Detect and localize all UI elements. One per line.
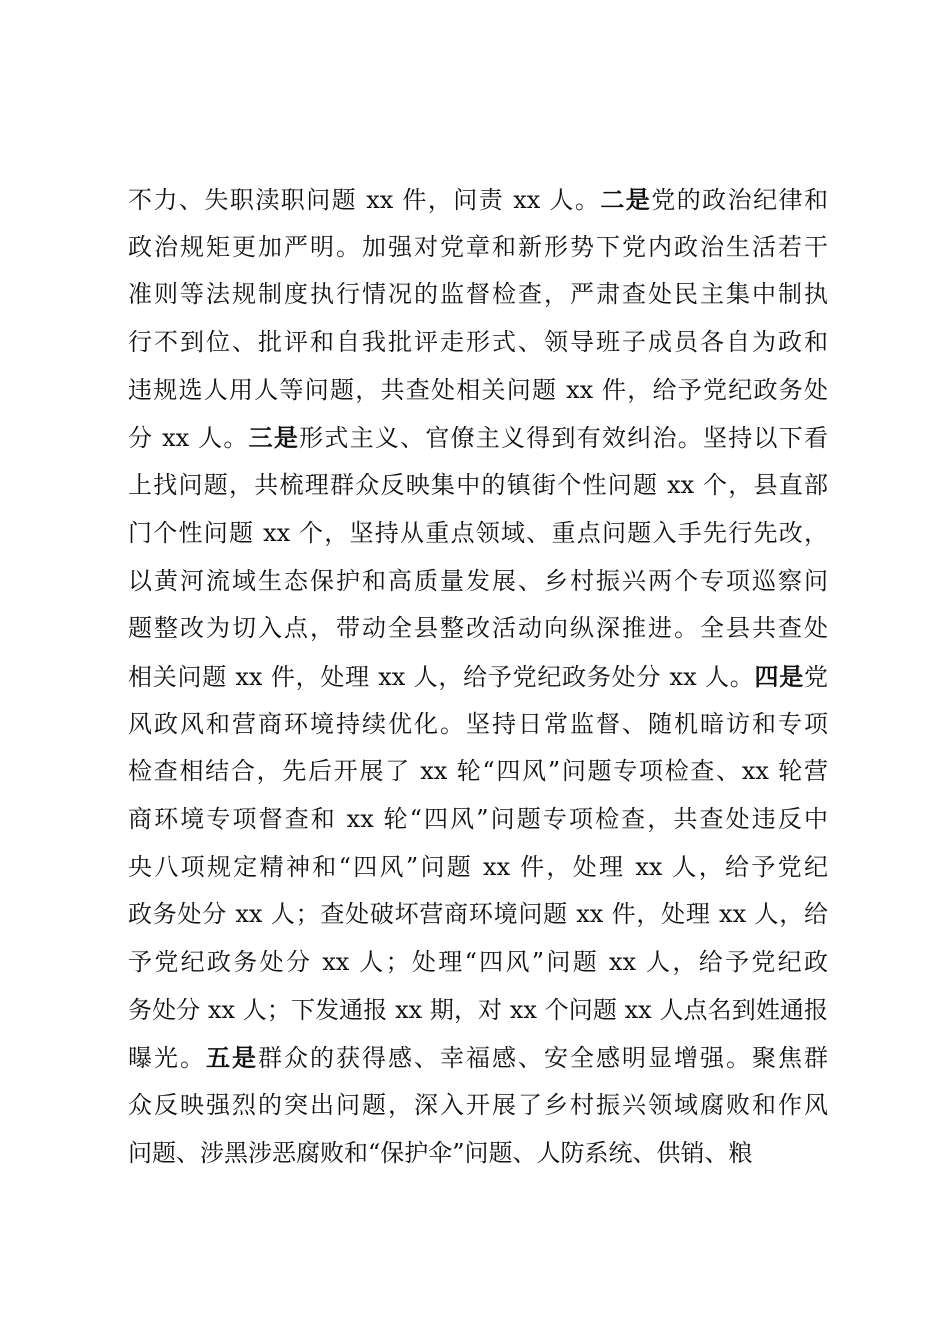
text-line <box>128 939 828 987</box>
text-segment: 务处分 xx 人；下发通报 xx 期，对 xx 个问题 xx 人点名到姓通报 <box>128 995 828 1024</box>
text-segment: 题整改为切入点，带动全县整改活动向纵深推进。全县共查处 <box>128 614 828 643</box>
text-line <box>128 224 828 272</box>
text-line <box>128 748 828 796</box>
text-line <box>128 414 828 462</box>
text-line <box>128 891 828 939</box>
body-text <box>128 176 828 1177</box>
text-line <box>128 796 828 844</box>
text-segment: 形式主义、官僚主义得到有效纠治。坚持以下看 <box>299 424 829 453</box>
text-segment: 上找问题，共梳理群众反映集中的镇街个性问题 xx 个，县直部 <box>128 471 828 500</box>
text-line <box>128 367 828 415</box>
text-line <box>128 462 828 510</box>
text-segment: 行不到位、批评和自我批评走形式、领导班子成员各自为政和 <box>128 328 828 357</box>
text-line <box>128 1082 828 1130</box>
text-line <box>128 1130 828 1178</box>
text-line <box>128 271 828 319</box>
text-line <box>128 558 828 606</box>
text-segment: 检查相结合，先后开展了 xx 轮“四风”问题专项检查、xx 轮营 <box>128 757 828 786</box>
text-segment: 准则等法规制度执行情况的监督检查，严肃查处民主集中制执 <box>128 280 828 309</box>
text-segment: 分 xx 人。 <box>128 424 249 453</box>
text-segment: 风政风和营商环境持续优化。坚持日常监督、随机暗访和专项 <box>128 709 828 738</box>
text-segment: 政治规矩更加严明。加强对党章和新形势下党内政治生活若干 <box>128 232 828 261</box>
text-line <box>128 1034 828 1082</box>
text-segment: 政务处分 xx 人；查处破坏营商环境问题 xx 件，处理 xx 人，给 <box>128 900 828 929</box>
bold-lead-phrase: 二是 <box>600 185 652 214</box>
text-segment: 众反映强烈的突出问题，深入开展了乡村振兴领域腐败和作风 <box>128 1091 828 1120</box>
text-line <box>128 701 828 749</box>
text-line <box>128 176 828 224</box>
text-segment: 党 <box>804 662 829 691</box>
text-line <box>128 319 828 367</box>
text-segment: 问题、涉黑涉恶腐败和“保护伞”问题、人防系统、供销、粮 <box>128 1138 753 1167</box>
text-segment: 党的政治纪律和 <box>651 186 829 214</box>
text-segment: 商环境专项督查和 xx 轮“四风”问题专项检查，共查处违反中 <box>128 804 828 833</box>
text-segment: 以黄河流域生态保护和高质量发展、乡村振兴两个专项巡察问 <box>128 566 828 595</box>
text-segment: 曝光。 <box>128 1044 206 1073</box>
text-segment: 违规选人用人等问题，共查处相关问题 xx 件，给予党纪政务处 <box>128 375 828 404</box>
text-line <box>128 653 828 701</box>
text-segment: 央八项规定精神和“四风”问题 xx 件，处理 xx 人，给予党纪 <box>128 852 828 881</box>
text-line <box>128 510 828 558</box>
bold-lead-phrase: 五是 <box>206 1043 258 1073</box>
text-segment: 相关问题 xx 件，处理 xx 人，给予党纪政务处分 xx 人。 <box>128 662 755 691</box>
bold-lead-phrase: 四是 <box>754 661 805 691</box>
text-segment: 不力、失职渎职问题 xx 件，问责 xx 人。 <box>128 186 601 214</box>
text-segment: 予党纪政务处分 xx 人；处理“四风”问题 xx 人，给予党纪政 <box>128 948 828 976</box>
text-line <box>128 844 828 892</box>
text-line <box>128 605 828 653</box>
text-segment: 门个性问题 xx 个，坚持从重点领域、重点问题入手先行先改， <box>128 518 828 547</box>
text-segment: 群众的获得感、幸福感、安全感明显增强。聚焦群 <box>258 1044 828 1073</box>
text-line <box>128 987 828 1035</box>
bold-lead-phrase: 三是 <box>248 423 300 453</box>
